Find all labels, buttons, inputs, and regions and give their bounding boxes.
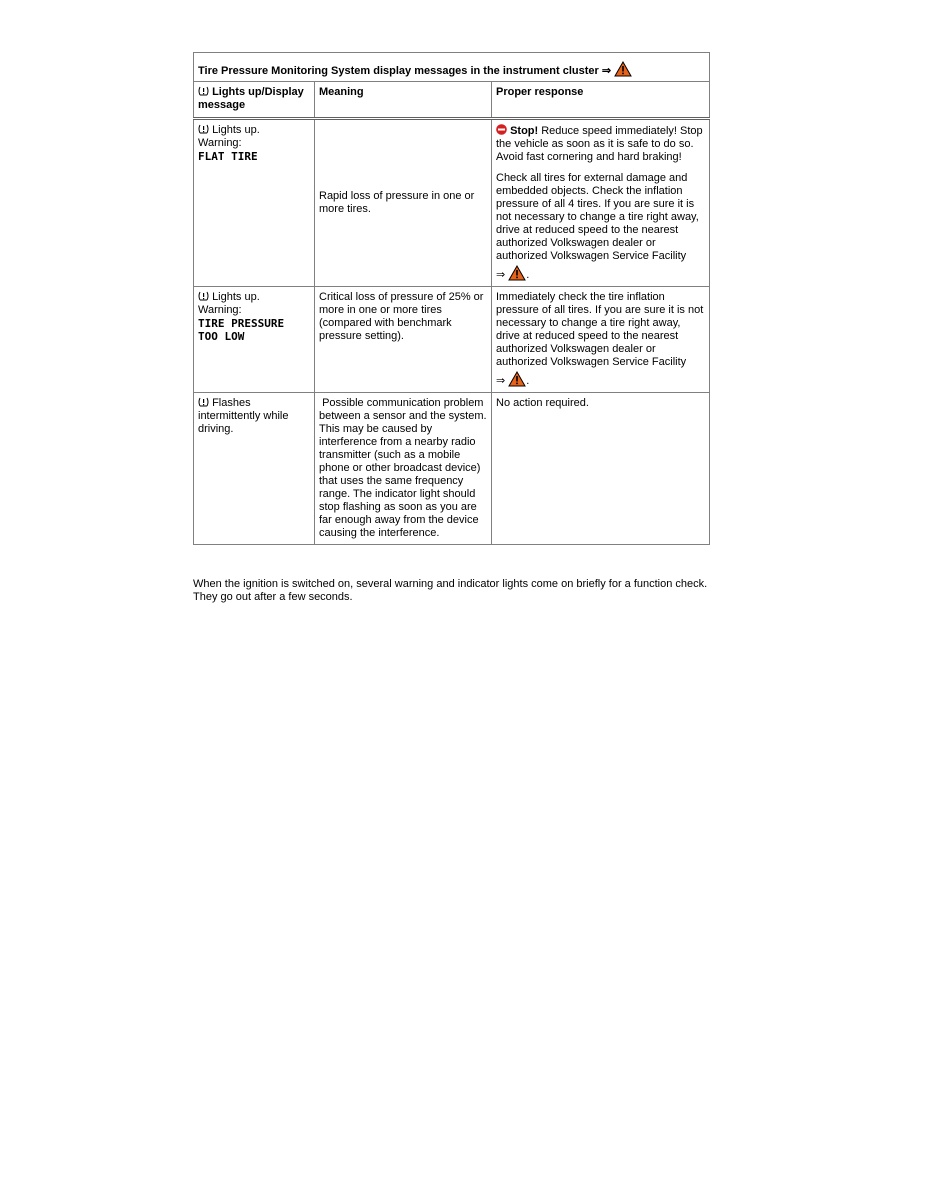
row1-response-1: Reduce speed immediately! Stop the vehicle as soon as it is safe to do so. Avoid fast cornering and hard braking!	[496, 125, 703, 163]
row1-ref-arrow: ⇒	[496, 269, 506, 281]
row2-response: Immediately check the tire inflation pressure of all tires. If you are sure it is not necessary to change a tire right away, drive at reduced speed to the nearest authorized Volkswagen dealer or authorized Volkswagen Service Facility	[496, 291, 704, 368]
row1-display-message: FLAT TIRE	[198, 150, 258, 163]
row2-meaning: Critical loss of pressure of 25% or more in one or more tires (compared with benchmark pressure setting).	[315, 287, 492, 393]
row3-light-text: Flashes intermittently while driving.	[198, 397, 289, 435]
table-row	[194, 119, 710, 287]
table-caption-row	[194, 53, 710, 82]
row2-reference	[496, 371, 705, 388]
header-lights-up-label: Lights up/Display message	[198, 86, 304, 111]
paragraph-gap	[496, 164, 705, 172]
stop-sign-icon	[496, 124, 507, 135]
row2-ref-end: .	[526, 375, 530, 387]
table-row	[194, 393, 710, 545]
row1-light-text: Lights up.	[212, 124, 260, 136]
row2-display-message-line2: TOO LOW	[198, 330, 245, 343]
tpms-warning-icon	[198, 86, 209, 96]
header-meaning: Meaning	[315, 82, 492, 119]
row1-warning-label: Warning:	[198, 137, 242, 149]
row2-warning-label: Warning:	[198, 304, 242, 316]
table-caption	[194, 53, 710, 82]
table-header-row	[194, 82, 710, 119]
row3-meaning: Possible communication problem between a sensor and the system. This may be caused by interference from a nearby radio transmitter (such as a mobile phone or other broadcast device) that uses the same frequency range. The indicator light should stop flashing as soon as you are far enough away from the device causing the interference.	[315, 393, 492, 545]
header-proper-response: Proper response	[492, 82, 710, 119]
row3-light-cell	[194, 393, 315, 545]
stop-label: Stop!	[510, 125, 539, 137]
row3-response: No action required.	[492, 393, 710, 545]
warning-triangle-icon	[508, 371, 526, 387]
row2-response-cell	[492, 287, 710, 393]
tpms-warning-icon	[198, 397, 209, 407]
row1-response-cell	[492, 119, 710, 287]
row1-reference	[496, 265, 705, 282]
tpms-warning-icon	[198, 124, 209, 134]
header-lights-up	[194, 82, 315, 119]
table-caption-text: Tire Pressure Monitoring System display messages in the instrument cluster ⇒	[198, 65, 612, 77]
warning-triangle-icon	[508, 265, 526, 281]
tpms-messages-table-container	[193, 52, 709, 545]
row2-ref-arrow: ⇒	[496, 375, 506, 387]
row2-display-message-line1: TIRE PRESSURE	[198, 317, 285, 330]
table-row	[194, 287, 710, 393]
warning-triangle-icon	[614, 61, 632, 77]
row2-light-text: Lights up.	[212, 291, 260, 303]
footnote-paragraph: When the ignition is switched on, several warning and indicator lights come on briefly for a function check. They go out after a few seconds.	[193, 578, 708, 603]
row1-light-cell	[194, 119, 315, 287]
tpms-warning-icon	[198, 291, 209, 301]
row1-response-2: Check all tires for external damage and embedded objects. Check the inflation pressure of all 4 tires. If you are sure it is not necessary to change a tire right away, drive at reduced speed to the nearest authorized Volkswagen dealer or authorized Volkswagen Service Facility	[496, 172, 699, 262]
row2-light-cell	[194, 287, 315, 393]
row1-ref-end: .	[526, 269, 530, 281]
row1-meaning: Rapid loss of pressure in one or more tires.	[315, 119, 492, 287]
tpms-messages-table	[193, 52, 710, 545]
